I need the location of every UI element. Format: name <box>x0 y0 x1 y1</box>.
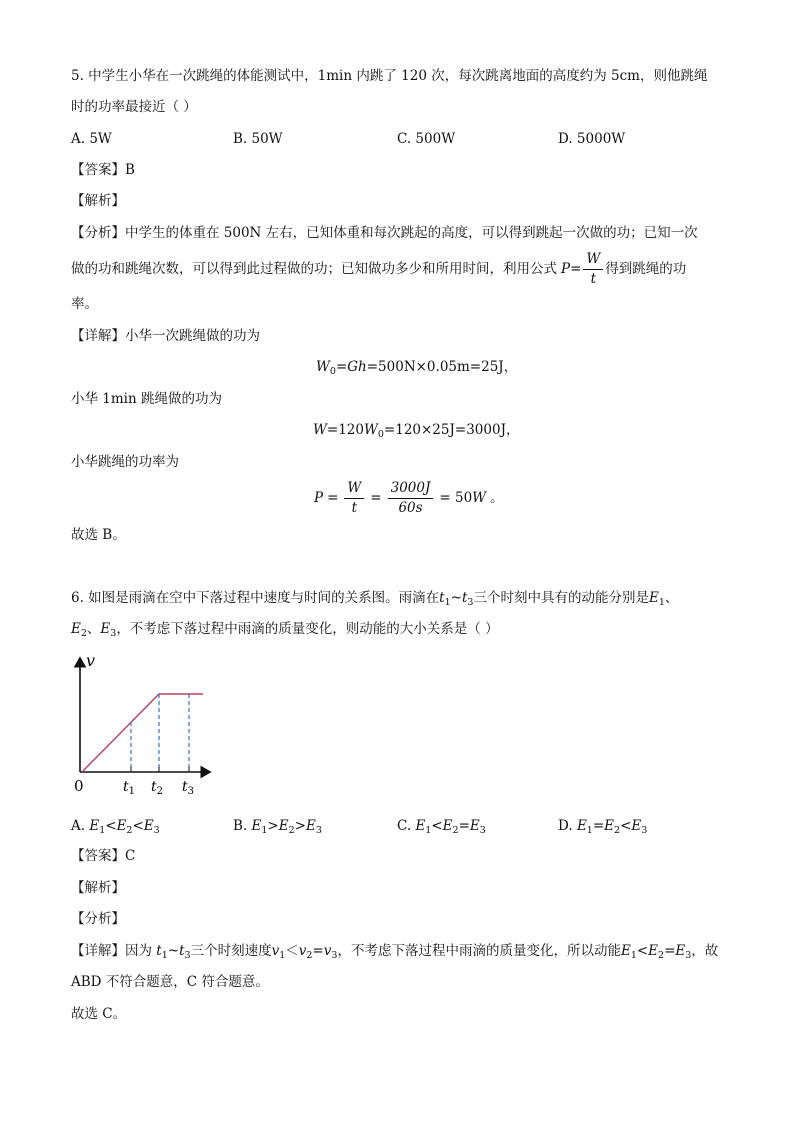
math-symbol: E <box>648 590 659 606</box>
math-subscript: 1 <box>658 597 665 608</box>
q6-option-d: D. $E_1=E_2<E_3$ <box>558 818 648 836</box>
fraction-numerator: 3000J <box>388 480 434 498</box>
math-symbol: E <box>100 621 111 637</box>
eq-symbol: W <box>363 422 378 438</box>
q5-option-c: C. 500W <box>397 131 456 147</box>
eq-symbol: W <box>316 359 330 375</box>
v-axis-label: v <box>86 651 96 670</box>
q5-analysis-line3: 率。 <box>71 296 98 312</box>
eq-fraction <box>388 480 434 515</box>
q6-option-a: A. $E_1<E_2<E_3$ <box>71 818 160 836</box>
fraction-denominator: 60s <box>398 499 423 516</box>
q6-option-b: B. $E_1>E_2>E_3$ <box>233 818 322 836</box>
math-symbol: t <box>439 590 445 606</box>
q5-text-3: 小华跳绳的功率为 <box>71 454 179 470</box>
fraction-numerator: W <box>344 480 364 498</box>
eq-equals: = <box>327 489 339 506</box>
eq-period: 。 <box>490 489 504 506</box>
origin-label: 0 <box>74 777 84 795</box>
velocity-curve <box>82 694 203 772</box>
fraction-denominator: t <box>351 499 358 516</box>
q5-detail-label: 【详解】小华一次跳绳做的功为 <box>71 328 260 344</box>
q5-conclusion: 故选 B。 <box>71 527 126 543</box>
fraction-denominator: t <box>590 270 597 287</box>
q6-stem-text: ，不考虑下落过程中雨滴的质量变化，则动能的大小关系是（ ） <box>116 621 499 637</box>
eq-value: =120 <box>326 422 364 438</box>
eq-equals: = <box>335 359 348 375</box>
q6-stem-text: 、 <box>664 590 679 606</box>
eq-symbol: W <box>313 422 327 438</box>
velocity-time-graph <box>66 648 226 798</box>
math-subscript: 2 <box>80 628 87 639</box>
q5-jiexi-label: 【解析】 <box>71 193 125 209</box>
q6-detail-line1: 【详解】因为 $t_1\sim t_3$三个时刻速度$v_1<v_2=v_3$，不考虑下落过程中雨滴的质量变化，所以动能$E_1<E_2=E_3$，故 <box>71 943 719 961</box>
eq-value: =500N×0.05m=25J， <box>366 359 518 375</box>
q5-analysis-line1: 【分析】中学生的体重在 500N 左右，已知体重和每次跳起的高度，可以得到跳起一次做的功；已知一次 <box>71 225 698 241</box>
q6-conclusion: 故选 C。 <box>71 1006 127 1022</box>
t2-tick-label: $t_2$ <box>151 779 164 797</box>
q6-stem-text: 三个时刻中具有的动能分别是 <box>473 590 649 606</box>
q5-equation-2 <box>313 422 519 440</box>
math-symbol: E <box>71 621 81 637</box>
math-tilde: ~ <box>450 590 462 606</box>
eq-subscript: 0 <box>329 366 336 377</box>
formula-p-symbol: P <box>561 260 571 277</box>
eq-value: =120×25J=3000J， <box>383 422 520 438</box>
eq-symbol: Gh <box>347 359 367 375</box>
q6-stem-text: 6. 如图是雨滴在空中下落过程中速度与时间的关系图。雨滴在 <box>71 590 440 606</box>
q5-analysis-line2 <box>71 249 686 289</box>
math-subscript: 3 <box>110 628 117 639</box>
q5-option-b: B. 50W <box>233 131 283 147</box>
eq-symbol: P <box>314 489 324 506</box>
q5-text-2: 小华 1min 跳绳做的功为 <box>71 391 222 407</box>
q6-detail-line2: ABD 不符合题意，C 符合题意。 <box>71 974 269 990</box>
q5-analysis-text: 做的功和跳绳次数，可以得到此过程做的功；已知做功多少和所用时间，利用公式 <box>71 260 557 277</box>
t3-tick-label: $t_3$ <box>182 779 195 797</box>
math-subscript: 3 <box>467 597 474 608</box>
q6-option-c: C. $E_1<E_2=E_3$ <box>397 818 486 836</box>
q5-analysis-text-end: 得到跳绳的功 <box>605 260 687 277</box>
q5-stem-line1: 5. 中学生小华在一次跳绳的体能测试中，1min 内跳了 120 次，每次跳离地面的高度约为 5cm，则他跳绳 <box>71 68 708 84</box>
fraction-numerator: W <box>583 251 603 269</box>
eq-fraction <box>344 480 364 515</box>
math-symbol: t <box>461 590 468 606</box>
q6-stem-text: 、 <box>86 621 101 637</box>
q5-option-d: D. 5000W <box>558 131 626 147</box>
t1-tick-label: $t_1$ <box>123 779 136 797</box>
eq-value: = 50 <box>439 489 473 506</box>
q6-stem-line1 <box>71 590 678 608</box>
q5-stem-line2: 时的功率最接近（ ） <box>71 99 197 115</box>
formula-fraction <box>583 251 603 286</box>
math-subscript: 1 <box>444 597 451 608</box>
q5-answer: 【答案】B <box>71 162 135 178</box>
formula-equals: = <box>570 260 582 277</box>
q6-answer: 【答案】C <box>71 848 136 864</box>
eq-subscript: 0 <box>377 429 384 440</box>
q6-stem-line2 <box>71 621 499 639</box>
q5-option-a: A. 5W <box>71 131 112 147</box>
q6-jiexi-label: 【解析】 <box>71 880 125 896</box>
q6-analysis-label: 【分析】 <box>71 911 125 927</box>
eq-symbol: W <box>472 489 487 506</box>
eq-equals: = <box>370 489 382 506</box>
q5-equation-1 <box>316 359 517 377</box>
q5-equation-3 <box>314 476 504 520</box>
